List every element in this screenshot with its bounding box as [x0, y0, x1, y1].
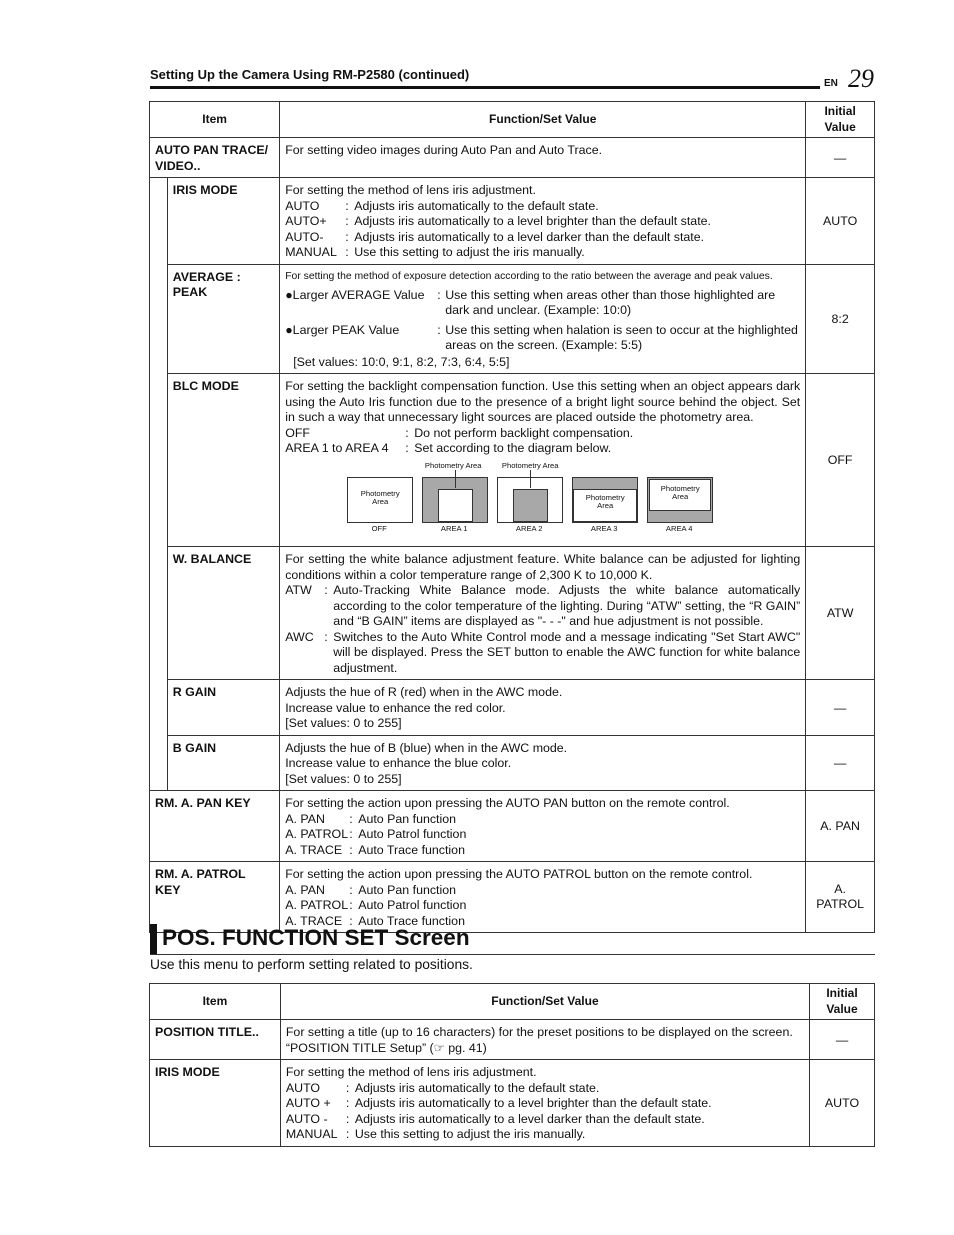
row-initial: — — [806, 680, 875, 736]
row-item: BLC MODE — [167, 374, 279, 547]
row-initial: — — [806, 138, 875, 178]
row-function: For setting the method of exposure detection according to the ratio between the average and peak values. ●Larger AVERAGE Value : Use this setting when areas other than those highlighted are dark and unclear. (Example: 10:0) ●Larger PEAK Value : Use this setting when halation is seen to occur at the highlighted areas on the screen. (Example: 5:5) [Set values: 10:0, 9:1, 8:2, 7:3, 6:4, 5:5] — [280, 264, 806, 374]
option-value: Use this setting to adjust the iris manually. — [354, 1127, 586, 1141]
row-line: “POSITION TITLE Setup” (☞ pg. 41) — [285, 1040, 487, 1055]
row-item: AUTO PAN TRACE/ VIDEO.. — [150, 138, 280, 178]
diagram-area4-box — [647, 477, 713, 523]
bullet-key: ●Larger AVERAGE Value — [285, 287, 425, 302]
row-function — [280, 735, 806, 791]
section-heading-bar — [150, 924, 157, 955]
option-key: AWC — [285, 629, 314, 644]
row-initial: AUTO — [806, 178, 875, 265]
table-row — [150, 680, 875, 736]
diagram-label-area2: AREA 2 — [515, 523, 543, 533]
table-row — [150, 264, 875, 374]
row-desc: For setting the action upon pressing the AUTO PATROL button on the remote control. — [285, 867, 753, 881]
option-key: A. PATROL — [285, 898, 349, 912]
section-description: Use this menu to perform setting related to positions. — [150, 957, 473, 972]
indent-gutter — [150, 178, 168, 265]
row-function: For setting the method of lens iris adjustment. AUTO : Adjusts iris automatically to the default state. AUTO + : Adjusts iris automatically to a level brighter than the default state. AUTO - : Adjusts iris automatically to a level darker than the default state. MANUAL : Use this setting to adjust the iris manually. — [280, 1060, 809, 1147]
table-header-row — [150, 102, 875, 138]
option-value: Auto-Tracking White Balance mode. Adjusts the white balance automatically according to the color temperature of the lighting. During “ATW” setting, the “R GAIN” and “B GAIN” items are displayed as "- - -" and hue adjustment is not possible. — [333, 583, 801, 628]
option-key: A. TRACE — [285, 913, 343, 928]
header-function: Function/Set Value — [280, 984, 809, 1020]
indent-gutter — [150, 264, 168, 374]
diagram-label-area1: AREA 1 — [440, 523, 468, 533]
caption-photometry-area-2: Photometry Area — [501, 460, 559, 470]
area1-pointer — [455, 470, 456, 488]
table-row — [150, 862, 875, 933]
bullet-value: Use this setting when areas other than those highlighted are dark and unclear. (Example: 10:0) — [445, 287, 776, 317]
option-value: Set according to the diagram below. — [414, 441, 612, 455]
header-initial: Initial Value — [806, 102, 875, 138]
row-initial: 8:2 — [806, 264, 875, 374]
diagram-label-off: OFF — [371, 523, 387, 533]
row-function: For setting the action upon pressing the AUTO PAN button on the remote control. A. PAN : Auto Pan function A. PATROL : Auto Patrol function A. TRACE : Auto Trace function — [280, 791, 806, 862]
option-value: Use this setting to adjust the iris manually. — [354, 245, 585, 259]
row-function: For setting the white balance adjustment feature. White balance can be adjusted for lighting conditions within a color temperature range of 2,300 K to 10,000 K. ATW : Auto-Tracking White Balance mode. Adjusts the white balance automatically according to the color temperature of the lighting. During “ATW” setting, the “R GAIN” and “B GAIN” items are displayed as "- - -" and hue adjustment is not possible. AWC : Switches to the Auto White Control mode and a message indicating "Set Start AWC" will be displayed. Press the SET button to enable the AWC function for white balance adjustment. — [280, 547, 806, 680]
row-desc: For setting the method of lens iris adjustment. — [285, 183, 536, 197]
option-value: Auto Patrol function — [358, 827, 467, 841]
section-rule — [150, 954, 875, 955]
row-line: Adjusts the hue of R (red) when in the AWC mode. — [285, 685, 563, 699]
indent-gutter — [150, 680, 168, 736]
header-initial: Initial Value — [810, 984, 875, 1020]
diagram-label-area4: AREA 4 — [665, 523, 693, 533]
row-line: Adjusts the hue of B (blue) when in the AWC mode. — [285, 740, 568, 755]
option-value: Switches to the Auto White Control mode and a message indicating "Set Start AWC" will be displayed. Press the SET button to enable the AWC function for white balance adjustment. — [333, 629, 801, 675]
option-value: Auto Pan function — [358, 882, 457, 897]
row-item: R GAIN — [167, 680, 279, 736]
caption-photometry-area-1: Photometry Area — [424, 460, 482, 470]
option-value: Auto Pan function — [358, 811, 457, 826]
table-row — [150, 1020, 875, 1060]
option-value: Auto Patrol function — [358, 898, 467, 912]
option-key: A. TRACE — [285, 842, 343, 857]
row-item: POSITION TITLE.. — [150, 1020, 281, 1060]
section-title: POS. FUNCTION SET Screen — [162, 925, 470, 950]
row-item: AVERAGE : PEAK — [167, 264, 279, 374]
area3-label-2: Area — [597, 501, 614, 510]
bullet-value: Use this setting when halation is seen to occur at the highlighted areas on the screen. (Example: 5:5) — [445, 322, 798, 352]
row-initial: A. PATROL — [806, 862, 875, 933]
photometry-area-diagram — [285, 461, 800, 543]
indent-gutter — [150, 547, 168, 680]
header-item: Item — [150, 102, 280, 138]
row-line: [Set values: 0 to 255] — [285, 771, 402, 786]
row-desc: For setting the method of exposure detection according to the ratio between the average and peak values. — [285, 270, 773, 282]
row-item: RM. A. PAN KEY — [150, 791, 280, 862]
row-line: Increase value to enhance the red color. — [285, 700, 506, 715]
row-initial: OFF — [806, 374, 875, 547]
table-header-row — [150, 984, 875, 1020]
set-values: [Set values: 10:0, 9:1, 8:2, 7:3, 6:4, 5:5] — [293, 354, 510, 369]
option-value: Adjusts iris automatically to the default state. — [354, 198, 599, 213]
area4-label-2: Area — [672, 492, 689, 501]
header-item: Item — [150, 984, 281, 1020]
option-key: AUTO - — [285, 1111, 328, 1126]
language-marker: EN — [824, 78, 838, 89]
header-rule — [150, 86, 820, 89]
option-value: Adjusts iris automatically to a level darker than the default state. — [354, 1111, 705, 1126]
table-row — [150, 374, 875, 547]
option-key: AREA 1 to AREA 4 — [285, 441, 389, 455]
option-value: Adjusts iris automatically to a level brighter than the default state. — [354, 214, 711, 228]
option-value: Do not perform backlight compensation. — [414, 425, 634, 440]
option-value: Auto Trace function — [358, 913, 465, 928]
row-initial: A. PAN — [806, 791, 875, 862]
row-item: B GAIN — [167, 735, 279, 791]
row-item: RM. A. PATROL KEY — [150, 862, 280, 933]
off-label-2: Area — [372, 497, 389, 506]
area2-pointer — [530, 470, 531, 488]
row-desc: For setting the white balance adjustment feature. White balance can be adjusted for lighting conditions within a color temperature range of 2,300 K to 10,000 K. — [285, 552, 801, 582]
table-row — [150, 138, 875, 178]
option-key: A. PAN — [285, 811, 325, 826]
option-value: Adjusts iris automatically to a level brighter than the default state. — [354, 1096, 712, 1110]
area3-label-1: Photometry — [585, 492, 625, 502]
row-item: IRIS MODE — [150, 1060, 281, 1147]
row-initial: — — [810, 1020, 875, 1060]
row-initial: — — [806, 735, 875, 791]
option-key: MANUAL — [285, 1127, 338, 1141]
page-number: 29 — [848, 64, 874, 93]
option-key: AUTO — [285, 198, 320, 213]
option-key: AUTO- — [285, 229, 324, 244]
area3-window — [573, 489, 637, 522]
indent-gutter — [150, 374, 168, 547]
area2-window — [513, 489, 548, 522]
area4-window — [649, 479, 711, 511]
indent-gutter — [150, 735, 168, 791]
option-key: AUTO + — [285, 1096, 331, 1110]
row-desc: For setting the backlight compensation function. Use this setting when an object appears dark using the Auto Iris function due to the presence of a bright light source behind the object. Set in such a way that unnecessary light sources are placed outside the photometry area. — [285, 379, 801, 424]
area4-label-1: Photometry — [660, 483, 700, 493]
row-desc: For setting the action upon pressing the AUTO PAN button on the remote control. — [285, 796, 730, 810]
row-desc: For setting the method of lens iris adjustment. — [285, 1065, 537, 1079]
table-row — [150, 735, 875, 791]
row-function — [280, 1020, 809, 1060]
table-row — [150, 791, 875, 862]
diagram-off-box — [347, 477, 413, 523]
option-key: AUTO+ — [285, 214, 327, 228]
option-key: ATW — [285, 583, 312, 597]
area1-window — [438, 489, 473, 522]
diagram-label-area3: AREA 3 — [590, 523, 618, 533]
diagram-area3-box — [572, 477, 638, 523]
bullet-key: ●Larger PEAK Value — [285, 322, 400, 337]
row-function: For setting video images during Auto Pan and Auto Trace. — [280, 138, 806, 178]
off-label-1: Photometry — [360, 488, 400, 498]
row-initial: ATW — [806, 547, 875, 680]
table-row — [150, 1060, 875, 1147]
row-item: W. BALANCE — [167, 547, 279, 680]
row-line: For setting a title (up to 16 characters) for the preset positions to be displayed on the screen. — [285, 1025, 793, 1039]
option-key: OFF — [285, 425, 310, 440]
running-header: Setting Up the Camera Using RM-P2580 (continued) — [150, 67, 470, 82]
row-line: Increase value to enhance the blue color. — [285, 756, 512, 770]
row-item: IRIS MODE — [167, 178, 279, 265]
row-function — [280, 680, 806, 736]
row-function: For setting the backlight compensation function. Use this setting when an object appears dark using the Auto Iris function due to the presence of a bright light source behind the object. Set in such a way that unnecessary light sources are placed outside the photometry area. OFF : Do not perform backlight compensation. AREA 1 to AREA 4 : Set according to the diagram below. Photometry Area Photometry Area Photometry Area Photometry Area Photometry Area OFF AREA 1 AREA 2 AREA 3 AREA 4 — [280, 374, 806, 547]
table-row — [150, 178, 875, 265]
row-initial: AUTO — [810, 1060, 875, 1147]
pos-function-table — [149, 983, 875, 1147]
row-line: [Set values: 0 to 255] — [285, 716, 402, 730]
option-key: AUTO — [285, 1080, 321, 1095]
option-key: A. PAN — [285, 882, 325, 897]
row-function: For setting the method of lens iris adjustment. AUTO : Adjusts iris automatically to the default state. AUTO+ : Adjusts iris automatically to a level brighter than the default state. AUTO- : Adjusts iris automatically to a level darker than the default state. MANUAL : Use this setting to adjust the iris manually. — [280, 178, 806, 265]
table-row — [150, 547, 875, 680]
row-function: For setting the action upon pressing the AUTO PATROL button on the remote control. A. PAN : Auto Pan function A. PATROL : Auto Patrol function A. TRACE : Auto Trace function — [280, 862, 806, 933]
option-key: A. PATROL — [285, 827, 349, 841]
option-value: Auto Trace function — [358, 842, 465, 857]
option-value: Adjusts iris automatically to the default state. — [354, 1080, 600, 1095]
option-value: Adjusts iris automatically to a level darker than the default state. — [354, 229, 705, 244]
settings-table — [149, 101, 875, 933]
header-function: Function/Set Value — [280, 102, 806, 138]
option-key: MANUAL — [285, 245, 337, 259]
